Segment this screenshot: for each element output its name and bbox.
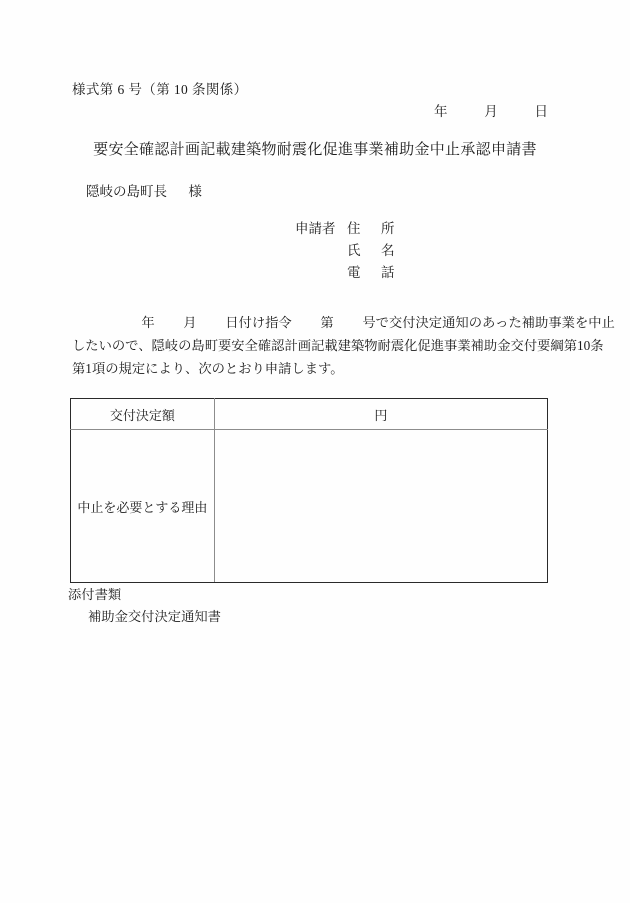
applicant-name-field: [347, 239, 395, 259]
applicant-label: 申請者: [295, 221, 336, 236]
body-day-text: 日付け指令: [225, 315, 292, 330]
addressee: [86, 180, 202, 200]
date-month-label: 月: [484, 104, 498, 119]
applicant-address-char2: 所: [381, 221, 395, 236]
body-line-3: 第1項の規定により、次のとおり申請します。: [72, 361, 344, 376]
attachments-section: [68, 584, 221, 628]
applicant-name-char2: 名: [381, 243, 395, 258]
date-year-label: 年: [434, 104, 448, 119]
applicant-phone-field: [347, 261, 395, 281]
body-number-label: 第: [320, 315, 334, 330]
application-table: [70, 398, 548, 583]
applicant-phone-char1: 電: [347, 265, 361, 280]
form-code: 様式第 6 号（第 10 条関係）: [72, 82, 248, 97]
applicant-address-char1: 住: [347, 221, 361, 236]
addressee-honorific: 様: [188, 184, 202, 199]
attachments-heading: 添付書類: [68, 587, 122, 602]
applicant-address-field: [347, 217, 395, 237]
applicant-phone-char2: 話: [381, 265, 395, 280]
applicant-name-char1: 氏: [347, 243, 361, 258]
applicant-block: [295, 217, 395, 283]
attachment-item: 補助金交付決定通知書: [88, 609, 221, 624]
date-day-label: 日: [534, 104, 548, 119]
body-month-label: 月: [183, 315, 197, 330]
table-cell-reason-label: 中止を必要とする理由: [71, 430, 215, 583]
page-title: 要安全確認計画記載建築物耐震化促進事業補助金中止承認申請書: [93, 142, 537, 158]
body-line-2: したいので、隠岐の島町要安全確認計画記載建築物耐震化促進事業補助金交付要綱第10条: [72, 338, 604, 353]
body-line1-tail: 号で交付決定通知のあった補助事業を中止: [362, 315, 615, 330]
applicant-row-name: [295, 239, 395, 261]
table-cell-grant-amount-value[interactable]: 円: [214, 399, 547, 430]
applicant-row-address: [295, 217, 395, 239]
body-year-label: 年: [141, 315, 155, 330]
addressee-name: 隠岐の島町長: [86, 184, 167, 199]
table-cell-reason-value[interactable]: [214, 430, 547, 583]
date-line: [0, 100, 548, 120]
table-row: [71, 399, 548, 430]
body-line-1: [72, 311, 615, 334]
table-cell-grant-amount-label: 交付決定額: [71, 399, 215, 430]
table-row: [71, 430, 548, 583]
body-paragraph: [72, 311, 615, 380]
applicant-row-phone: [295, 261, 395, 283]
